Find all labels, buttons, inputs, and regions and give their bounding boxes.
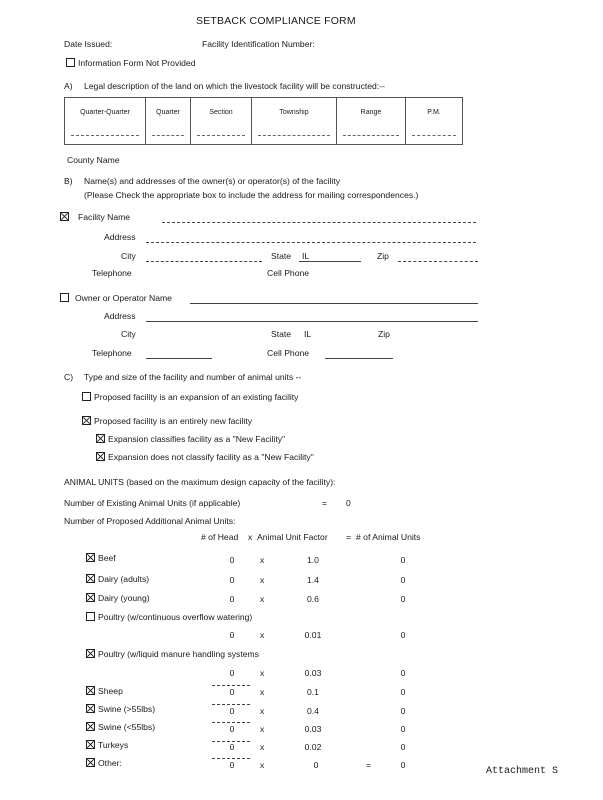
turkeys-checkbox[interactable]: [86, 740, 95, 749]
animal-row-dairy-young[interactable]: [86, 593, 150, 603]
section-a-text: Legal description of the land on which the livestock facility will be constructed:--: [84, 81, 385, 91]
owner-address-label: Address: [104, 311, 136, 321]
animal-row-turkeys[interactable]: [86, 740, 128, 750]
facility-id-label: Facility Identification Number:: [202, 39, 315, 49]
existing-units-eq: =: [322, 498, 328, 508]
owner-telephone-label: Telephone: [92, 348, 132, 358]
animal-row-beef[interactable]: [86, 553, 116, 563]
poultry-liquid-x: x: [260, 668, 265, 678]
sheep-checkbox[interactable]: [86, 686, 95, 695]
facility-city-label: City: [121, 251, 136, 261]
facility-address-field[interactable]: [146, 242, 476, 243]
sub-classifies-row[interactable]: [96, 434, 285, 444]
animal-row-poultry-liquid[interactable]: [86, 649, 259, 659]
col-head-label: # of Head: [201, 532, 239, 542]
legal-col-section[interactable]: Section: [191, 98, 252, 144]
poultry-liquid-units: 0: [400, 668, 406, 678]
facility-mailing-row[interactable]: [60, 212, 130, 222]
beef-factor: 1.0: [307, 555, 319, 565]
owner-zip-label: Zip: [378, 329, 390, 339]
animal-name: Poultry (w/continuous overflow watering): [98, 612, 253, 622]
swine-small-factor: 0.03: [304, 724, 322, 734]
poultry-continuous-x: x: [260, 630, 265, 640]
other-factor[interactable]: 0: [313, 760, 319, 770]
animal-row-other[interactable]: [86, 758, 122, 768]
dairy-adults-checkbox[interactable]: [86, 574, 95, 583]
facility-state-value[interactable]: IL: [302, 251, 310, 261]
owner-cell-label: Cell Phone: [267, 348, 310, 358]
poultry-continuous-units: 0: [400, 630, 406, 640]
animal-name: Sheep: [98, 686, 123, 696]
swine-large-head-field: [212, 704, 250, 705]
info-not-provided-checkbox[interactable]: [66, 58, 75, 67]
opt-expansion-checkbox[interactable]: [82, 392, 91, 401]
dairy-young-head[interactable]: 0: [229, 594, 235, 604]
animal-row-poultry-continuous[interactable]: [86, 612, 252, 622]
other-checkbox[interactable]: [86, 758, 95, 767]
section-b-label: B): [64, 176, 73, 186]
dairy-young-factor: 0.6: [307, 594, 319, 604]
facility-city-field[interactable]: [146, 261, 262, 262]
legal-col-township[interactable]: Township: [252, 98, 337, 144]
opt-new-checkbox[interactable]: [82, 416, 91, 425]
animal-name: Poultry (w/liquid manure handling systems: [98, 649, 259, 659]
existing-units-label: Number of Existing Animal Units (if applicable): [64, 498, 241, 508]
dairy-young-x: x: [260, 594, 265, 604]
facility-mailing-checkbox[interactable]: [60, 212, 69, 221]
poultry-continuous-head[interactable]: 0: [229, 630, 235, 640]
owner-name-label: Owner or Operator Name: [75, 293, 172, 303]
section-c-text: Type and size of the facility and number of animal units --: [84, 372, 302, 382]
sheep-head[interactable]: 0: [229, 687, 235, 697]
facility-name-field[interactable]: [162, 222, 476, 223]
facility-telephone-label: Telephone: [92, 268, 132, 278]
dairy-adults-x: x: [260, 575, 265, 585]
animal-row-dairy-adults[interactable]: [86, 574, 149, 584]
poultry-liquid-head[interactable]: 0: [229, 668, 235, 678]
opt-new-row[interactable]: [82, 416, 252, 426]
owner-state-label: State: [271, 329, 292, 339]
beef-x: x: [260, 555, 265, 565]
poultry-continuous-checkbox[interactable]: [86, 612, 95, 621]
owner-cell-field[interactable]: [325, 358, 393, 359]
legal-col-range[interactable]: Range: [337, 98, 406, 144]
sheep-head-field: [212, 685, 250, 686]
animal-name: Swine (<55lbs): [98, 722, 156, 732]
legal-description-table: [64, 97, 463, 145]
sub-classifies-checkbox[interactable]: [96, 434, 105, 443]
section-b-note: (Please Check the appropriate box to include the address for mailing correspondences.): [84, 190, 419, 200]
beef-checkbox[interactable]: [86, 553, 95, 562]
section-c-label: C): [64, 372, 74, 382]
dairy-adults-head[interactable]: 0: [229, 575, 235, 585]
animal-row-swine-large[interactable]: [86, 704, 155, 714]
sub-classifies-label: Expansion classifies facility as a "New Facility": [108, 434, 286, 444]
other-x: x: [260, 760, 265, 770]
legal-col-pm[interactable]: P.M.: [406, 98, 462, 144]
swine-large-checkbox[interactable]: [86, 704, 95, 713]
swine-small-x: x: [260, 724, 265, 734]
animal-row-sheep[interactable]: [86, 686, 123, 696]
swine-small-units: 0: [400, 724, 406, 734]
beef-units: 0: [400, 555, 406, 565]
date-issued-label: Date Issued:: [64, 39, 113, 49]
section-b-text: Name(s) and addresses of the owner(s) or operator(s) of the facility: [84, 176, 341, 186]
other-head[interactable]: 0: [229, 760, 235, 770]
animal-units-heading: ANIMAL UNITS (based on the maximum design capacity of the facility):: [64, 477, 336, 487]
sub-not-classify-row[interactable]: [96, 452, 314, 462]
col-eq-label: =: [346, 532, 352, 542]
other-units: 0: [400, 760, 406, 770]
info-not-provided-label: Information Form Not Provided: [78, 58, 196, 68]
animal-name: Dairy (adults): [98, 574, 150, 584]
swine-large-head[interactable]: 0: [229, 706, 235, 716]
owner-state-value[interactable]: IL: [304, 329, 312, 339]
owner-mailing-checkbox[interactable]: [60, 293, 69, 302]
sub-not-classify-checkbox[interactable]: [96, 452, 105, 461]
opt-expansion-label: Proposed facility is an expansion of an existing facility: [94, 392, 299, 402]
facility-address-label: Address: [104, 232, 136, 242]
poultry-liquid-factor: 0.03: [304, 668, 322, 678]
owner-name-field[interactable]: [190, 303, 478, 304]
beef-head[interactable]: 0: [229, 555, 235, 565]
swine-small-head-field: [212, 722, 250, 723]
turkeys-units: 0: [400, 742, 406, 752]
swine-large-factor: 0.4: [307, 706, 319, 716]
attachment-label: Attachment S: [486, 766, 559, 777]
dairy-young-checkbox[interactable]: [86, 593, 95, 602]
animal-name: Swine (>55lbs): [98, 704, 156, 714]
info-not-provided-row[interactable]: [66, 58, 196, 68]
swine-small-head[interactable]: 0: [229, 724, 235, 734]
existing-units-value[interactable]: 0: [346, 498, 351, 508]
opt-expansion-row[interactable]: [82, 392, 298, 402]
swine-small-checkbox[interactable]: [86, 722, 95, 731]
animal-name: Turkeys: [98, 740, 129, 750]
facility-state-field: [299, 261, 361, 262]
turkeys-head[interactable]: 0: [229, 742, 235, 752]
animal-name: Dairy (young): [98, 593, 150, 603]
sheep-units: 0: [400, 687, 406, 697]
legal-col-quarter-quarter[interactable]: Quarter-Quarter: [65, 98, 146, 144]
poultry-continuous-factor: 0.01: [304, 630, 322, 640]
owner-city-label: City: [121, 329, 136, 339]
facility-zip-field[interactable]: [398, 261, 478, 262]
animal-name: Other:: [98, 758, 122, 768]
col-factor-label: Animal Unit Factor: [257, 532, 328, 542]
swine-large-x: x: [260, 706, 265, 716]
col-units-label: # of Animal Units: [356, 532, 421, 542]
dairy-young-units: 0: [400, 594, 406, 604]
turkeys-x: x: [260, 742, 265, 752]
owner-telephone-field[interactable]: [146, 358, 212, 359]
owner-address-field[interactable]: [146, 321, 478, 322]
owner-mailing-row[interactable]: [60, 293, 172, 303]
poultry-liquid-checkbox[interactable]: [86, 649, 95, 658]
facility-zip-label: Zip: [377, 251, 389, 261]
facility-state-label: State: [271, 251, 292, 261]
form-title: SETBACK COMPLIANCE FORM: [196, 15, 356, 27]
col-x-label: x: [248, 532, 253, 542]
other-eq: =: [366, 760, 372, 770]
sheep-factor: 0.1: [307, 687, 319, 697]
facility-cell-label: Cell Phone: [267, 268, 310, 278]
swine-large-units: 0: [400, 706, 406, 716]
turkeys-factor: 0.02: [304, 742, 322, 752]
animal-row-swine-small[interactable]: [86, 722, 155, 732]
county-name-label: County Name: [67, 155, 120, 165]
animal-name: Beef: [98, 553, 116, 563]
facility-name-label: Facility Name: [78, 212, 131, 222]
legal-col-quarter[interactable]: Quarter: [146, 98, 191, 144]
sub-not-classify-label: Expansion does not classify facility as a "New Facility": [108, 452, 314, 462]
opt-new-label: Proposed facility is an entirely new facility: [94, 416, 253, 426]
dairy-adults-units: 0: [400, 575, 406, 585]
other-head-field: [212, 758, 250, 759]
dairy-adults-factor: 1.4: [307, 575, 319, 585]
section-a-label: A): [64, 81, 73, 91]
proposed-units-label: Number of Proposed Additional Animal Units:: [64, 516, 236, 526]
sheep-x: x: [260, 687, 265, 697]
